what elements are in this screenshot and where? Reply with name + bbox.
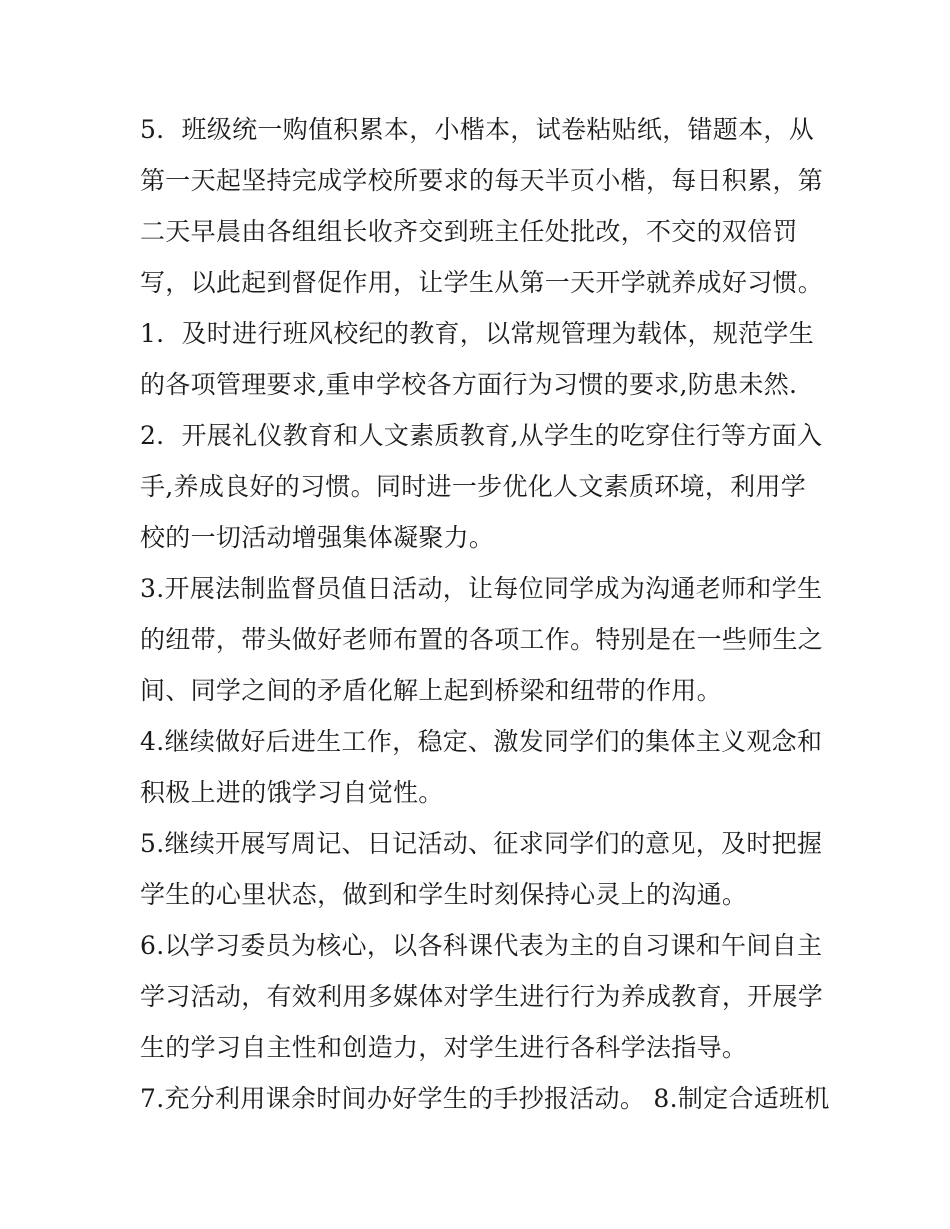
text-line: 的纽带，带头做好老师布置的各项工作。特别是在一些师生之 [140,625,824,654]
text-line: 7.充分利用课余时间办好学生的手抄报活动。 8.制定合适班机 [140,1084,830,1113]
document-body [140,104,830,1124]
text-line: 写，以此起到督促作用，让学生从第一天开学就养成好习惯。 [140,268,824,297]
text-line: 校的一切活动增强集体凝聚力。 [140,523,495,552]
text-line: 6.以学习委员为核心，以各科课代表为主的自习课和午间自主 [140,931,823,960]
text-line: 积极上进的饿学习自觉性。 [140,778,444,807]
text-line: 的各项管理要求,重申学校各方面行为习惯的要求,防患未然. [140,370,798,399]
text-line: 4.继续做好后进生工作，稳定、激发同学们的集体主义观念和 [140,727,823,756]
text-line: 3.开展法制监督员值日活动，让每位同学成为沟通老师和学生 [140,574,823,603]
text-line: 二天早晨由各组组长收齐交到班主任处批改，不交的双倍罚 [140,217,798,246]
text-line: 5．班级统一购值积累本，小楷本，试卷粘贴纸，错题本，从 [140,115,815,144]
text-line: 第一天起坚持完成学校所要求的每天半页小楷，每日积累，第 [140,166,824,195]
text-line: 5.继续开展写周记、日记活动、征求同学们的意见，及时把握 [140,829,823,858]
text-line: 1．及时进行班风校纪的教育，以常规管理为载体，规范学生 [140,319,815,348]
text-line: 2．开展礼仪教育和人文素质教育,从学生的吃穿住行等方面入 [140,421,823,450]
text-line: 间、同学之间的矛盾化解上起到桥梁和纽带的作用。 [140,676,722,705]
text-line: 生的学习自主性和创造力，对学生进行各科学法指导。 [140,1033,748,1062]
text-line: 手,养成良好的习惯。同时进一步优化人文素质环境，利用学 [140,472,807,501]
text-line: 学生的心里状态，做到和学生时刻保持心灵上的沟通。 [140,880,748,909]
text-line: 学习活动，有效利用多媒体对学生进行行为养成教育，开展学 [140,982,824,1011]
